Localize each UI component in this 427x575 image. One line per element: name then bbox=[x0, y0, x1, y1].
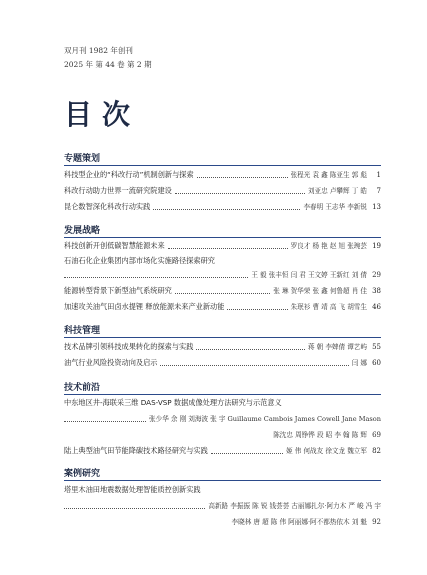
toc-entry[interactable] bbox=[64, 240, 381, 252]
entry-authors: 张程光 袁 鑫 陈亚生 郭 彪 bbox=[290, 171, 367, 179]
entry-title-line[interactable]: 塔里木油田地震数据处理智能质控创新实践 bbox=[64, 485, 201, 494]
entry-authors: 刘亚忠 卢攀辉 丁 皓 bbox=[307, 187, 367, 195]
section-title-management: 科技管理 bbox=[64, 326, 101, 336]
masthead-founding: 双月刊 1982 年创刊 bbox=[64, 46, 133, 55]
section-divider bbox=[64, 337, 381, 338]
section-divider bbox=[64, 165, 381, 166]
entry-page: 82 bbox=[372, 447, 381, 455]
entry-page: 92 bbox=[372, 518, 381, 526]
masthead-issue: 2025 年 第 44 卷 第 2 期 bbox=[64, 60, 152, 69]
section-title-strategy: 发展战略 bbox=[64, 226, 101, 236]
entry-page: 38 bbox=[372, 287, 381, 295]
entry-page: 13 bbox=[372, 203, 381, 211]
toc-entry[interactable] bbox=[64, 185, 381, 197]
entry-authors: 蒋 朝 李婢倩 谭艺屿 bbox=[307, 343, 367, 351]
entry-authors: 闫 娜 bbox=[351, 359, 367, 367]
entry-authors-line bbox=[64, 516, 381, 528]
entry-title-line[interactable]: 中东地区井-海联采三维 DAS-VSP 数据成像处理方法研究与示范意义 bbox=[64, 398, 282, 407]
entry-authors: 朱珉衫 曹 靖 高 飞 胡雪生 bbox=[290, 303, 367, 311]
entry-page: 1 bbox=[376, 171, 381, 179]
entry-page: 46 bbox=[372, 303, 381, 311]
dot-leader bbox=[175, 293, 270, 294]
entry-title: 科改行动助力世界一流研究院建设 bbox=[64, 186, 172, 195]
entry-authors-line bbox=[64, 429, 381, 441]
dot-leader bbox=[211, 453, 283, 454]
entry-title: 油气行业风险投资动向及启示 bbox=[64, 358, 158, 367]
entry-authors: 张少华 余 刚 刘海波 张 宇 Guillaume Cambois James Cowell Jane Mason bbox=[149, 415, 381, 423]
dot-leader bbox=[175, 193, 305, 194]
page-title: 目次 bbox=[64, 98, 141, 131]
section-title-special: 专题策划 bbox=[64, 154, 101, 164]
section-divider bbox=[64, 237, 381, 238]
dot-leader bbox=[160, 365, 348, 366]
toc-entry[interactable] bbox=[64, 445, 381, 457]
section-divider bbox=[64, 394, 381, 395]
entry-authors: 罗良才 杨 艳 赵 旭 张琬芸 bbox=[290, 242, 367, 250]
entry-authors-line bbox=[64, 500, 381, 512]
section-title-case: 案例研究 bbox=[64, 469, 101, 479]
dot-leader bbox=[64, 421, 146, 422]
entry-title: 技术品牌引领科技成果转化的探索与实践 bbox=[64, 342, 194, 351]
toc-entry[interactable] bbox=[64, 357, 381, 369]
toc-entry[interactable] bbox=[64, 285, 381, 297]
toc-entry[interactable] bbox=[64, 341, 381, 353]
entry-title: 能源转型背景下新型油气系统研究 bbox=[64, 286, 172, 295]
entry-authors: 王 毅 张丰恒 闫 君 王文婷 王新红 刘 倩 bbox=[251, 271, 367, 279]
entry-title: 加速攻关油气田卤水提锂 释放能源未来产业新动能 bbox=[64, 302, 225, 311]
entry-authors: 李晓林 唐 超 陈 伟 阿丽娜·阿不都热依木 刘 魁 bbox=[231, 518, 367, 526]
dot-leader bbox=[64, 277, 248, 278]
entry-page: 29 bbox=[372, 271, 381, 279]
dot-leader bbox=[197, 177, 288, 178]
dot-leader bbox=[168, 248, 288, 249]
section-title-frontier: 技术前沿 bbox=[64, 383, 101, 393]
entry-authors: 姬 伟 何战友 徐文龙 魏立军 bbox=[286, 447, 367, 455]
entry-title-line[interactable]: 石油石化企业集团内部市场化实施路径探索研究 bbox=[64, 256, 215, 265]
toc-entry[interactable] bbox=[64, 301, 381, 313]
entry-page: 55 bbox=[372, 343, 381, 351]
entry-page: 60 bbox=[372, 359, 381, 367]
entry-authors: 李春明 王志华 李新锐 bbox=[303, 203, 367, 211]
entry-authors: 张 琳 贺华荣 张 鑫 何鲁超 肖 佳 bbox=[273, 287, 367, 295]
entry-authors-line bbox=[64, 413, 381, 425]
entry-title: 科技创新开创低碳智慧能源未来 bbox=[64, 241, 165, 250]
dot-leader bbox=[153, 209, 300, 210]
toc-entry[interactable] bbox=[64, 201, 381, 213]
masthead bbox=[64, 44, 152, 72]
entry-page: 7 bbox=[376, 187, 381, 195]
entry-title: 陆上典型油气田节能降碳技术路径研究与实践 bbox=[64, 446, 208, 455]
dot-leader bbox=[64, 508, 205, 509]
entry-page: 19 bbox=[372, 242, 381, 250]
entry-authors: 陈沈忠 周铮铧 段 昭 李 翰 陈 辉 bbox=[273, 431, 367, 439]
section-divider bbox=[64, 480, 381, 481]
entry-title: 昆仑数智深化科改行动实践 bbox=[64, 202, 151, 211]
entry-title: 科技型企业的“科改行动”机制创新与探索 bbox=[64, 170, 194, 179]
toc-entry[interactable] bbox=[64, 169, 381, 181]
entry-page: 69 bbox=[372, 431, 381, 439]
entry-authors: 高新路 李振振 陈 锐 钱荟荟 古丽娜扎尔·阿力木 严 峻 冯 宇 bbox=[208, 502, 381, 510]
dot-leader bbox=[227, 309, 287, 310]
dot-leader bbox=[196, 349, 305, 350]
entry-authors-line bbox=[64, 269, 381, 281]
